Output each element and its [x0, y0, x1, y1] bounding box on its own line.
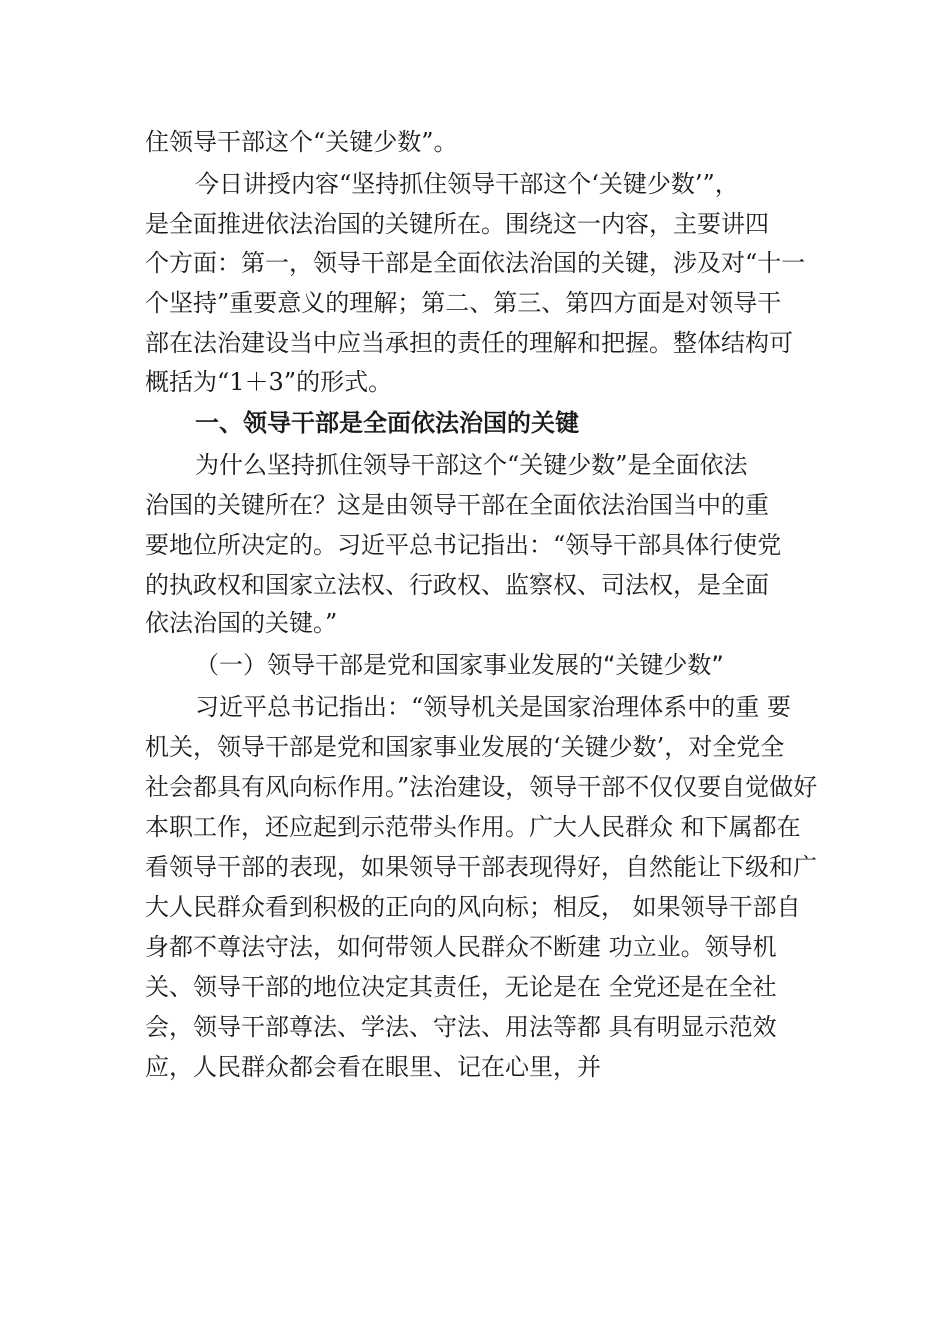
paragraph-line: 看领导干部的表现，如果领导干部表现得好，自然能让下级和广: [145, 853, 817, 881]
paragraph-line: 社会都具有风向标作用。”法治建设，领导干部不仅仅要自觉做好: [145, 773, 818, 801]
paragraph-line: 住领导干部这个“关键少数”。: [145, 128, 458, 156]
paragraph-line: 身都不尊法守法，如何带领人民群众不断建 功立业。领导机: [145, 933, 777, 961]
paragraph-line: 本职工作，还应起到示范带头作用。广大人民群众 和下属都在: [145, 813, 801, 841]
paragraph-line: 治国的关键所在？这是由领导干部在全面依法治国当中的重: [145, 491, 769, 519]
paragraph-line: 个方面：第一，领导干部是全面依法治国的关键，涉及对“十一: [145, 249, 806, 277]
paragraph-line: 部在法治建设当中应当承担的责任的理解和把握。整体结构可: [145, 329, 793, 357]
paragraph-line: 概括为“1＋3”的形式。: [145, 368, 393, 396]
paragraph-line: 今日讲授内容“坚持抓住领导干部这个‘关键少数’”，: [195, 170, 739, 198]
paragraph-line: 个坚持”重要意义的理解；第二、第三、第四方面是对领导干: [145, 289, 782, 317]
paragraph-line: 为什么坚持抓住领导干部这个“关键少数”是全面依法: [195, 451, 748, 479]
paragraph-line: 机关，领导干部是党和国家事业发展的‘关键少数’，对全党全: [145, 733, 785, 761]
paragraph-line: 是全面推进依法治国的关键所在。围绕这一内容，主要讲四: [145, 210, 769, 238]
paragraph-line: 会，领导干部尊法、学法、守法、用法等都 具有明显示范效: [145, 1013, 777, 1041]
paragraph-line: 大人民群众看到积极的正向的风向标；相反， 如果领导干部自: [145, 893, 801, 921]
paragraph-line: 应，人民群众都会看在眼里、记在心里，并: [145, 1053, 601, 1081]
paragraph-line: 习近平总书记指出：“领导机关是国家治理体系中的重 要: [195, 693, 791, 721]
paragraph-line: 要地位所决定的。习近平总书记指出：“领导干部具体行使党: [145, 531, 782, 559]
section-heading: 一、领导干部是全面依法治国的关键: [195, 409, 579, 437]
paragraph-line: 的执政权和国家立法权、行政权、监察权、司法权，是全面: [145, 571, 769, 599]
subsection-heading: （一）领导干部是党和国家事业发展的“关键少数”: [195, 651, 724, 679]
paragraph-line: 依法治国的关键。”: [145, 609, 338, 637]
paragraph-line: 关、领导干部的地位决定其责任，无论是在 全党还是在全社: [145, 973, 777, 1001]
